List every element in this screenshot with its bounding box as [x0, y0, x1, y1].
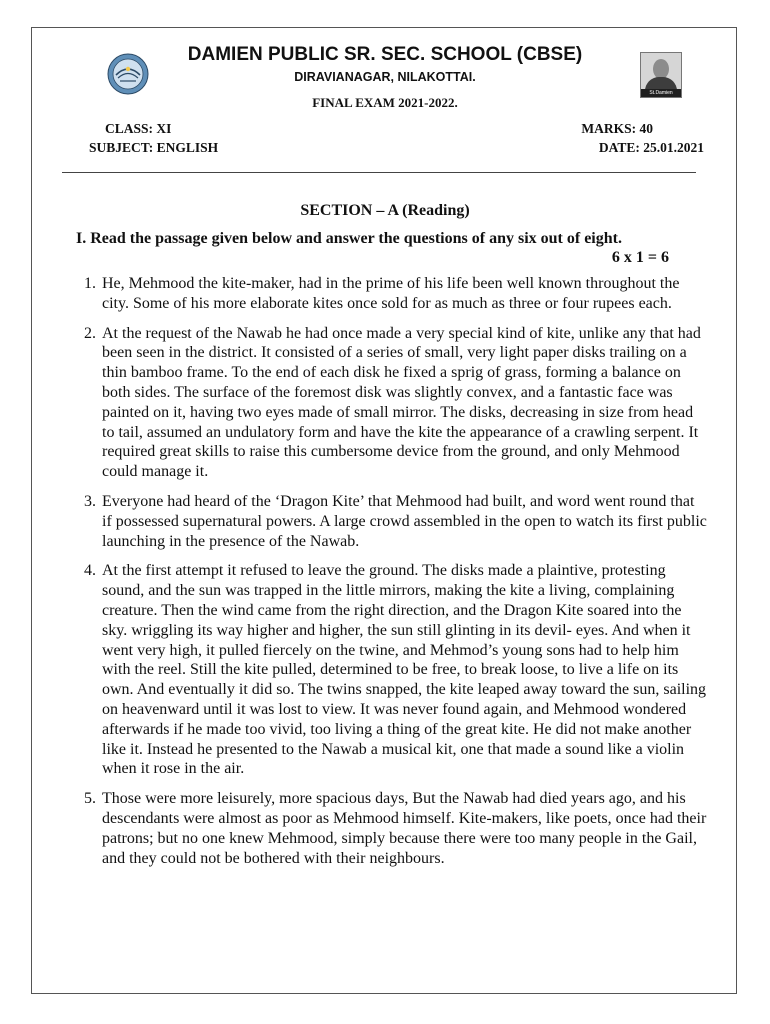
section-instruction: I. Read the passage given below and answer the questions of any six out of eight. — [76, 230, 622, 247]
header-divider — [62, 172, 696, 173]
school-address: DIRAVIANAGAR, NILAKOTTAI. — [294, 70, 476, 84]
paragraph-number: 5. — [84, 790, 96, 808]
section-title: SECTION – A (Reading) — [300, 202, 470, 219]
paragraph-text: At the first attempt it refused to leave the ground. The disks made a plaintive, protesting sound, and the sun was trapped in the little mirrors, making the kite a living, complaining creature. Then the wind came from the right direction, and the Dragon Kite soared into the sky. wriggling its way higher and higher, the sun still glinting in its devil- eyes. And when it went very high, it pulled fiercely on the twine, and Mehmod’s young sons had to help him with the reel. Still the kite pulled, determined to be free, to break loose, to live a life on its own. And eventually it did so. The twins snapped, the kite leaped away toward the sun, sailing on heavenward until it was lost to view. It was never found again, and Mehmood wondered afterwards if he made too vivid, too living a thing of the great kite. He did not make another like it. Instead he presented to the Nawab a musical kit, one that made a sound like a violin when it rose in the air. — [102, 562, 707, 778]
subject-label: SUBJECT: ENGLISH — [89, 140, 219, 155]
passage-paragraph — [84, 324, 708, 482]
date-label: DATE: 25.01.2021 — [598, 140, 704, 155]
paragraph-number: 3. — [84, 492, 96, 510]
paragraph-number: 1. — [84, 275, 96, 292]
paragraph-text: At the request of the Nawab he had once made a very special kind of kite, unlike any that had been seen in the district. It consisted of a series of small, very light paper disks trailing on a thin bamboo frame. To the end of each disk he fixed a sprig of grass, forming a balance on both sides. The surface of the foremost disk was slightly convex, and a fantastic face was painted on it, having two eyes made of small mirror. The disks, decreasing in size from head to tail, assumed an undulatory form and have the kite the appearance of a crawling serpent. It required great skills to raise this cumbersome device from the ground, and only Mehmood could manage it. — [102, 324, 701, 481]
paragraph-text: He, Mehmood the kite-maker, had in the prime of his life been well known throughout the city. Some of his more elaborate kites once sold for as much as three or four rupees each. — [102, 275, 680, 312]
passage-paragraph — [84, 561, 708, 779]
passage-paragraph — [84, 492, 708, 551]
passage-paragraph — [84, 274, 708, 314]
paragraph-number: 4. — [84, 562, 96, 580]
photo-caption: St.Damien — [641, 89, 681, 97]
reading-passage — [84, 274, 708, 878]
exam-title: FINAL EXAM 2021-2022. — [312, 95, 458, 110]
marks-formula: 6 x 1 = 6 — [611, 249, 669, 266]
paragraph-number: 2. — [84, 324, 96, 342]
class-label: CLASS: XI — [105, 121, 172, 136]
marks-label: MARKS: 40 — [581, 121, 653, 136]
school-name: DAMIEN PUBLIC SR. SEC. SCHOOL (CBSE) — [187, 44, 583, 65]
paragraph-text: Those were more leisurely, more spacious days, But the Nawab had died years ago, and his descendants were almost as poor as Mehmood himself. Kite-makers, like poets, once had their patrons; but no one knew Mehmood, simply because there were too many people in the Gail, and they could not be bothered with their neighbours. — [102, 790, 707, 867]
paragraph-text: Everyone had heard of the ‘Dragon Kite’ that Mehmood had built, and word went round that if possessed supernatural powers. A large crowd assembled in the open to watch its first public launching in the presence of the Nawab. — [102, 492, 707, 550]
passage-paragraph — [84, 789, 708, 868]
